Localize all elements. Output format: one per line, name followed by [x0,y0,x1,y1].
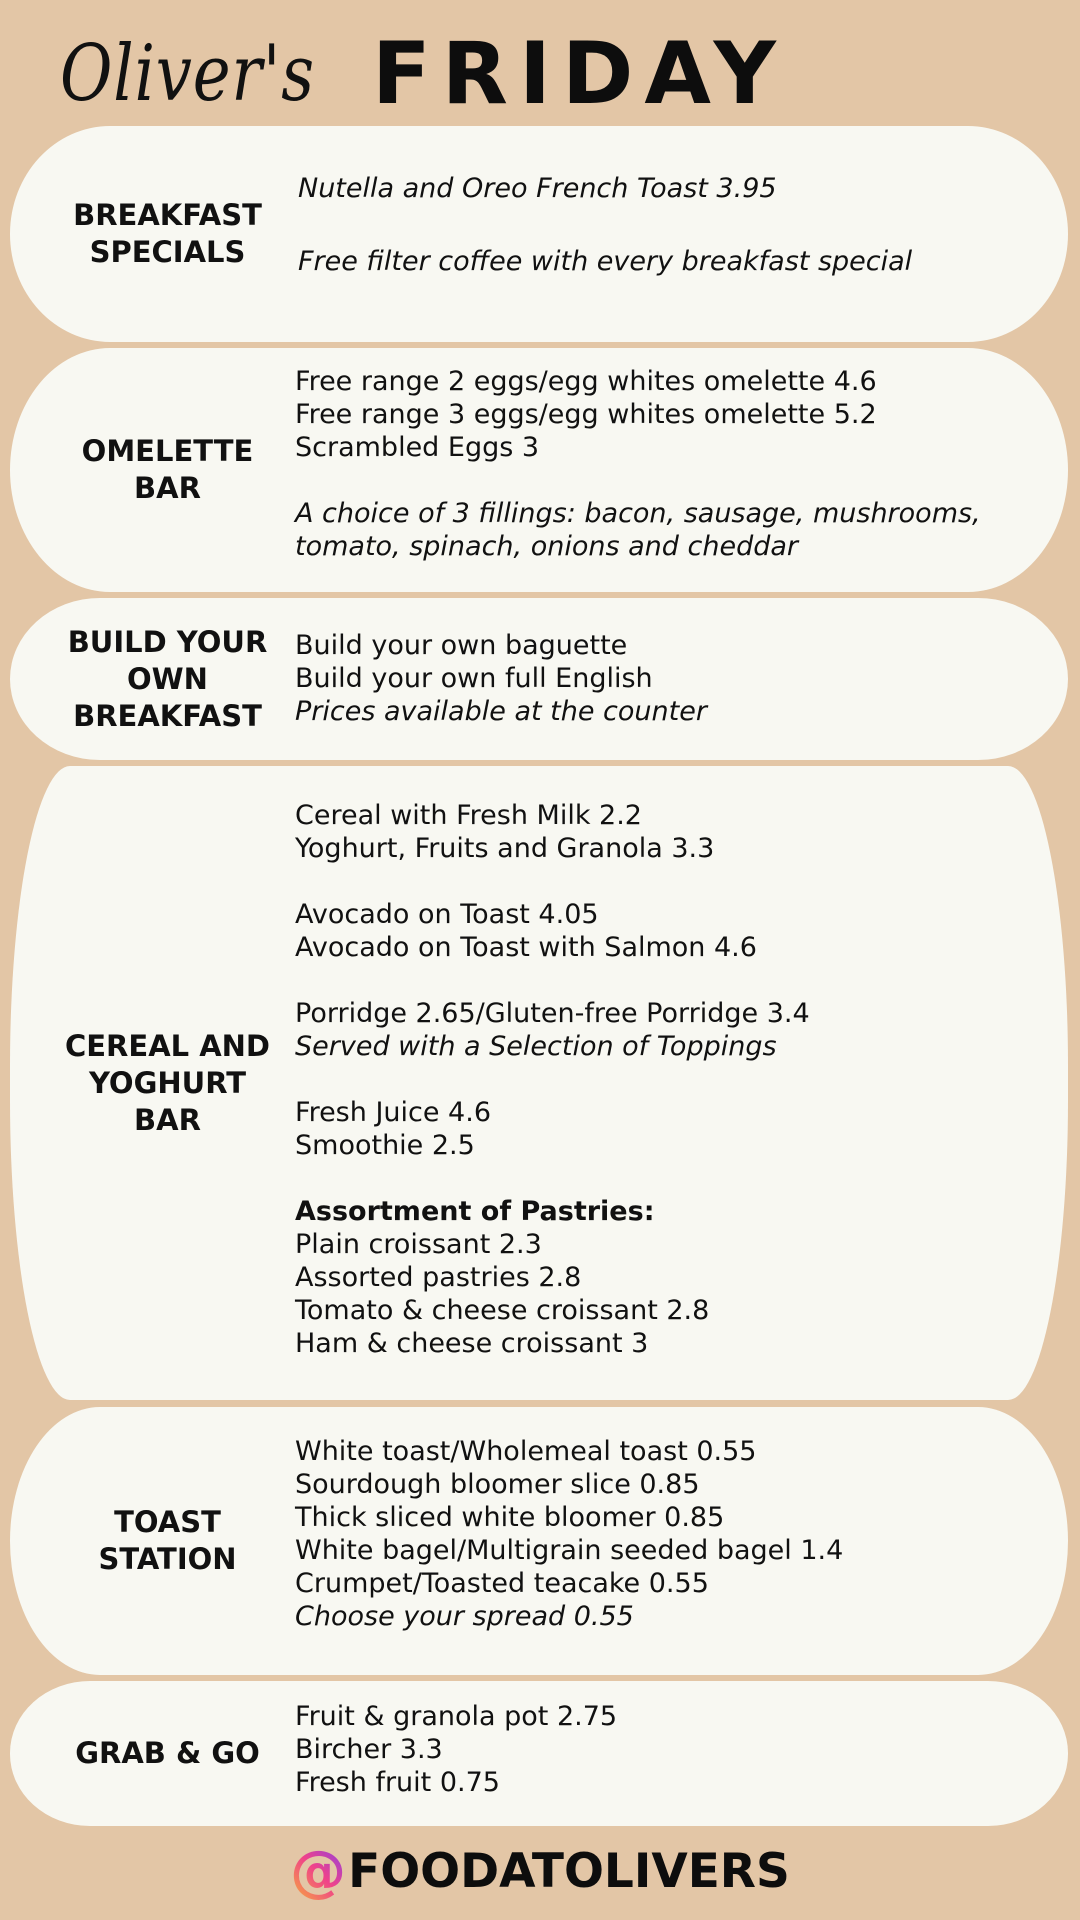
menu-item: White toast/Wholemeal toast 0.55 [295,1436,757,1467]
menu-item: Yoghurt, Fruits and Granola 3.3 [295,833,715,864]
section-build-your-own-breakfast [10,598,1068,760]
menu-item: Porridge 2.65/Gluten-free Porridge 3.4 [295,998,810,1029]
menu-item: Bircher 3.3 [295,1734,443,1765]
menu-item: Tomato & cheese croissant 2.8 [295,1295,710,1326]
section-items [295,1435,1038,1633]
instagram-icon: @ [290,1838,347,1904]
menu-note: tomato, spinach, onions and cheddar [295,531,798,562]
menu-note: Choose your spread 0.55 [295,1601,634,1632]
menu-item: White bagel/Multigrain seeded bagel 1.4 [295,1535,844,1566]
line-spacer [298,209,1038,242]
menu-item: Fresh fruit 0.75 [295,1767,500,1798]
menu-item: Build your own baguette [295,630,628,661]
menu-item: Free range 2 eggs/egg whites omelette 4.6 [295,366,877,397]
menu-item: Plain croissant 2.3 [295,1229,542,1260]
menu-subheading: Assortment of Pastries: [295,1196,655,1227]
section-cereal-yoghurt-bar [10,766,1068,1400]
section-items [298,169,1038,282]
menu-note: Free filter coffee with every breakfast special [298,246,913,277]
section-items [295,1700,1038,1799]
social-handle: FOODATOLIVERS [348,1843,790,1899]
menu-item: Free range 3 eggs/egg whites omelette 5.2 [295,399,877,430]
section-toast-station [10,1407,1068,1675]
brand-logo-text: Oliver's [60,29,315,119]
menu-item: Sourdough bloomer slice 0.85 [295,1469,700,1500]
menu-item: Thick sliced white bloomer 0.85 [295,1502,725,1533]
section-items [295,365,1038,563]
section-title: BREAKFAST SPECIALS [73,198,262,269]
section-title: BUILD YOUR OWN BREAKFAST [67,624,268,733]
line-spacer [295,464,1038,497]
section-items [295,799,1038,1360]
section-omelette-bar [10,348,1068,592]
section-breakfast-specials [10,126,1068,342]
section-items [295,629,1038,728]
menu-item: Ham & cheese croissant 3 [295,1328,649,1359]
line-spacer [295,865,1038,898]
section-title: TOAST STATION [98,1505,237,1576]
menu-item: Fruit & granola pot 2.75 [295,1701,618,1732]
menu-item: Assorted pastries 2.8 [295,1262,582,1293]
menu-header [60,24,787,124]
social-handle-footer [0,1840,1080,1902]
section-title: OMELETTE BAR [81,434,254,505]
menu-note: Served with a Selection of Toppings [295,1031,777,1062]
menu-item: Fresh Juice 4.6 [295,1097,492,1128]
menu-item: Cereal with Fresh Milk 2.2 [295,800,642,831]
section-title: GRAB & GO [75,1736,260,1770]
menu-item: Build your own full English [295,663,653,694]
menu-item: Scrambled Eggs 3 [295,432,540,463]
menu-item: Avocado on Toast 4.05 [295,899,599,930]
menu-item: Avocado on Toast with Salmon 4.6 [295,932,757,963]
section-title: CEREAL AND YOGHURT BAR [64,1028,271,1137]
menu-item: Smoothie 2.5 [295,1130,475,1161]
menu-item: Crumpet/Toasted teacake 0.55 [295,1568,709,1599]
menu-note: A choice of 3 fillings: bacon, sausage, mushrooms, [295,498,981,529]
line-spacer [295,1162,1038,1195]
menu-day-title: FRIDAY [372,24,787,124]
menu-note: Prices available at the counter [295,696,707,727]
menu-note: Nutella and Oreo French Toast 3.95 [298,173,777,204]
line-spacer [295,964,1038,997]
line-spacer [295,1063,1038,1096]
section-grab-and-go [10,1681,1068,1826]
